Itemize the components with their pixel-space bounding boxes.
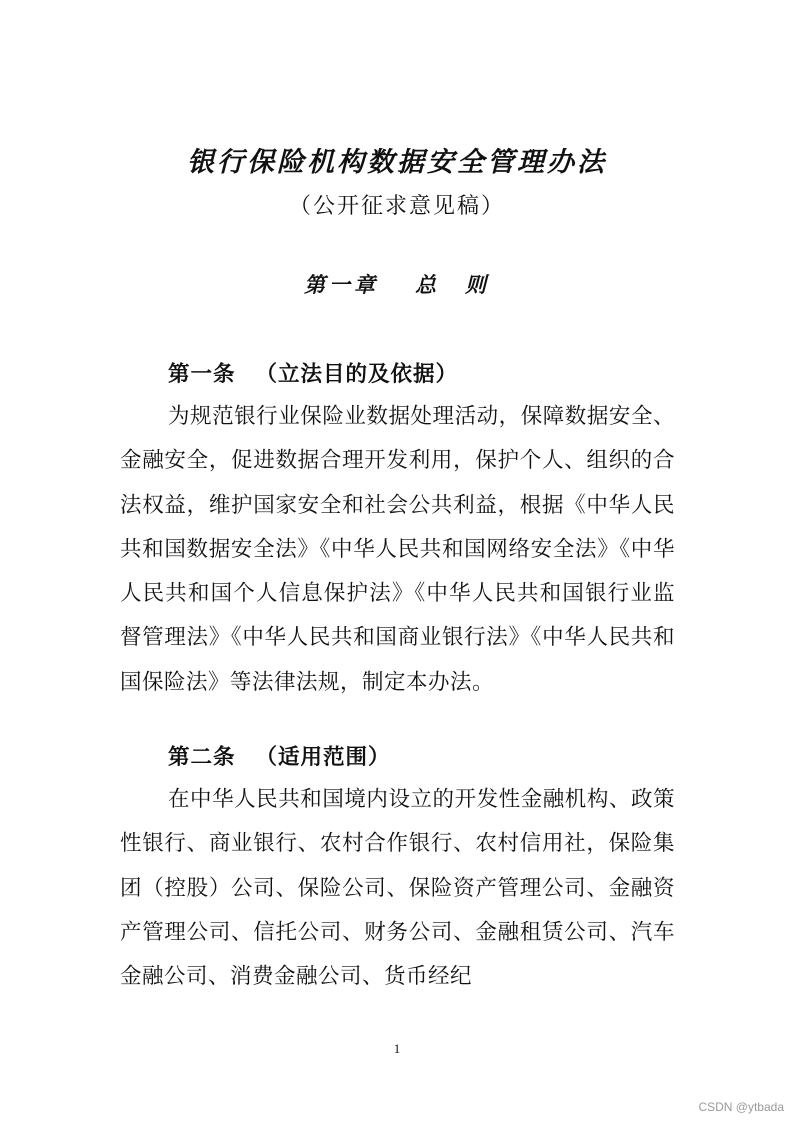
article-2-number: 第二条 [168,745,236,770]
chapter-number: 第一章 [304,272,379,297]
article-1-heading [168,360,458,390]
article-1-number: 第一条 [168,362,236,387]
article-1-text: 为规范银行业保险业数据处理活动，保障数据安全、金融安全，促进数据合理开发利用，保护个人、组织的合法权益，维护国家安全和社会公共利益，根据《中华人民共和国数据安全法》《中华人民共和国网络安全法》《中华人民共和国个人信息保护法》《中华人民共和国银行业监督管理法》《中华人民共和国商业银行法》《中华人民共和国保险法》等法律法规，制定本办法。 [120,404,675,695]
page-number: 1 [393,1041,401,1056]
article-2-heading [168,743,391,773]
document-subtitle: （公开征求意见稿） [288,194,505,219]
article-2-text: 在中华人民共和国境内设立的开发性金融机构、政策性银行、商业银行、农村合作银行、农村信用社，保险集团（控股）公司、保险公司、保险资产管理公司、金融资产管理公司、信托公司、财务公司、金融租赁公司、汽车金融公司、消费金融公司、货币经纪 [120,787,675,990]
chapter-name: 总 则 [415,272,490,297]
watermark: CSDN @ytbada [698,1100,784,1114]
chapter-heading [0,268,794,302]
document-title: 银行保险机构数据安全管理办法 [187,147,607,178]
article-2-title: （适用范围） [255,745,391,770]
article-1-title: （立法目的及依据） [255,362,459,387]
